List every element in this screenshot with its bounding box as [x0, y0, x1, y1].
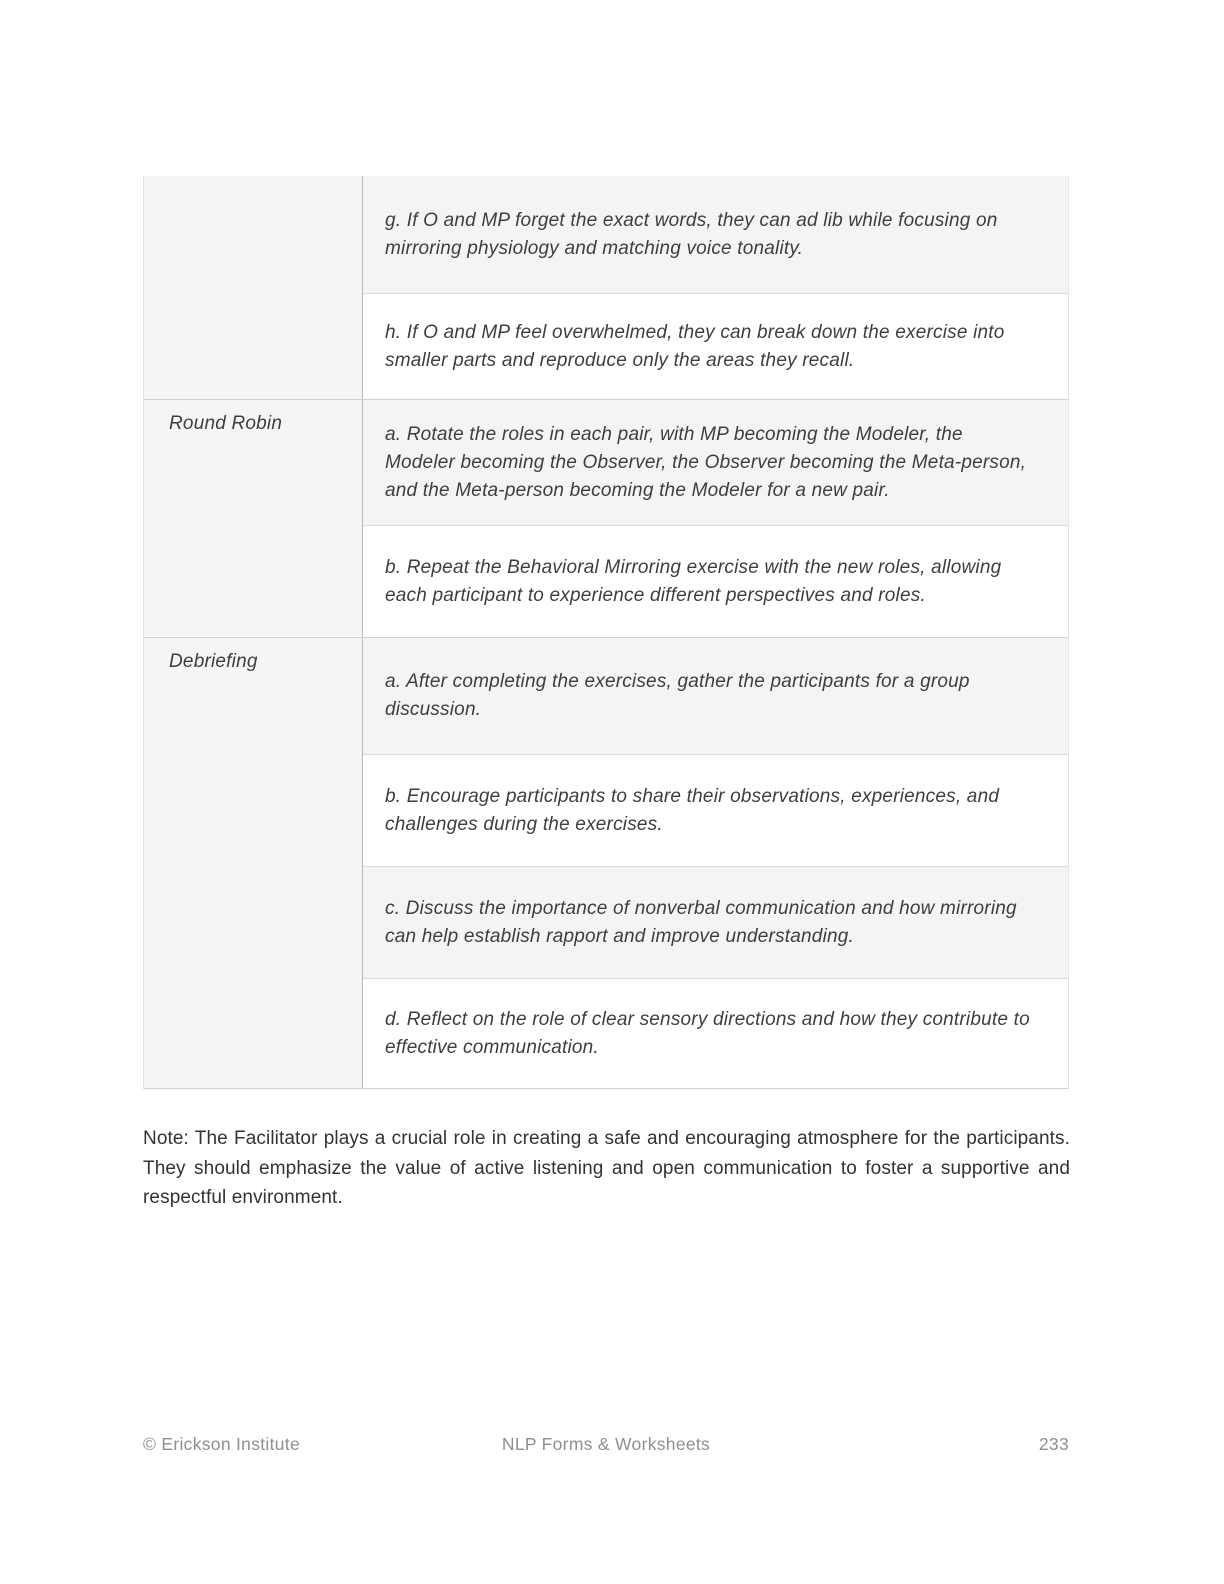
- section-label-cell: [144, 400, 363, 637]
- table-cell: b. Repeat the Behavioral Mirroring exercise with the new roles, allowing each participant to experience different perspectives and roles.: [363, 525, 1068, 637]
- table-cell: d. Reflect on the role of clear sensory directions and how they contribute to effective communication.: [363, 978, 1068, 1088]
- section-rows: [363, 176, 1068, 399]
- table-cell: g. If O and MP forget the exact words, they can ad lib while focusing on mirroring physiology and matching voice tonality.: [363, 176, 1068, 293]
- section-label: Debriefing: [169, 651, 258, 672]
- section-label-cell: [144, 176, 363, 399]
- worksheet-table: [143, 176, 1069, 1089]
- footer-page-number: 233: [1038, 1434, 1069, 1454]
- section-rows: [363, 638, 1068, 1088]
- facilitator-note: Note: The Facilitator plays a crucial role in creating a safe and encouraging atmosphere for the participants. They should emphasize the value of active listening and open communication to foster a supportive and respectful environment.: [143, 1128, 1070, 1208]
- section-rows: [363, 400, 1068, 637]
- section-label: Round Robin: [169, 413, 283, 434]
- table-cell: c. Discuss the importance of nonverbal communication and how mirroring can help establish rapport and improve understanding.: [363, 866, 1068, 978]
- footer-title: NLP Forms & Worksheets: [501, 1434, 711, 1454]
- table-section-continued: [144, 176, 1068, 399]
- table-section-debriefing: [144, 637, 1068, 1088]
- table-cell: a. After completing the exercises, gather the participants for a group discussion.: [363, 638, 1068, 754]
- table-section-round-robin: [144, 399, 1068, 637]
- page-footer: [143, 1434, 1069, 1460]
- table-cell: a. Rotate the roles in each pair, with MP becoming the Modeler, the Modeler becoming the Observer, the Observer becoming the Meta-person, and the Meta-person becoming the Modeler for a new pair.: [363, 400, 1068, 525]
- table-cell: b. Encourage participants to share their observations, experiences, and challenges during the exercises.: [363, 754, 1068, 866]
- footer-copyright: © Erickson Institute: [143, 1434, 301, 1454]
- section-label-cell: [144, 638, 363, 1088]
- table-cell: h. If O and MP feel overwhelmed, they can break down the exercise into smaller parts and reproduce only the areas they recall.: [363, 293, 1068, 399]
